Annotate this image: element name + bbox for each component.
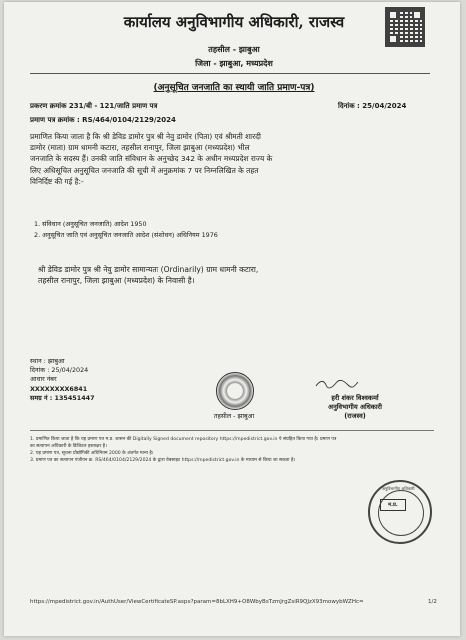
seal-ring-text: अनुविभागीय अधिकारी	[382, 486, 415, 491]
para1-line: लिए अधिसूचित अनुसूचित जनजाति की सूची में अनुक्रमांक 7 पर निम्नलिखित के तहत	[30, 165, 259, 175]
certificate-paragraph-1	[30, 131, 440, 187]
header-divider	[30, 73, 430, 74]
signatory-block	[300, 394, 410, 422]
issue-details	[30, 357, 95, 403]
samagra-number: समग्र नं : 135451447	[30, 393, 95, 402]
certificate-paragraph-2	[38, 264, 438, 286]
case-number: प्रकरण क्रमांक 231/बी - 121/जाति प्रमाण पत्र	[30, 102, 158, 110]
signatory-dept: (राजस्व)	[344, 412, 366, 421]
aadhaar-number: XXXXXXXX6841	[30, 384, 88, 393]
signatory-name: हरी शंकर विश्वकर्मा	[331, 394, 379, 402]
certificate-page	[4, 2, 460, 636]
signatory-designation: अनुविभागीय अधिकारी	[328, 403, 382, 412]
footnote-line: का सत्यापन अधिकारी के डिजिटल हस्ताक्षर है।	[30, 444, 107, 449]
para2-line: श्री डेविड डामोर पुत्र श्री नेवु डामोर सामान्यतः (Ordinarily) ग्राम धामनी कटारा,	[38, 265, 259, 274]
office-title: कार्यालय अनुविभागीय अधिकारी, राजस्व	[123, 13, 345, 31]
tehsil-heading: तहसील - झाबुआ	[208, 45, 260, 54]
seal-box-text: म.प्र.	[380, 499, 406, 511]
signature-icon	[314, 378, 360, 390]
page-number: 1/2	[428, 599, 437, 605]
list-item: 1. संविधान (अनुसूचित जनजाति) आदेश 1950	[34, 220, 147, 228]
footnote-line: 2. यह प्रमाण पत्र, सूचना प्रौद्योगिकी अधिनियम 2000 के अंतर्गत मान्य है।	[30, 451, 154, 456]
para1-line: विनिर्दिष्ट की गई है:-	[30, 176, 84, 186]
place: स्थान : झाबुआ	[30, 357, 65, 365]
page-url: https://mpedistrict.gov.in/AuthUser/ViewCertificateSP.aspx?param=8bLXH9+O8WbyBsTzmJrgZsiR9QJzX93mowybWZHc=	[30, 599, 364, 605]
para1-line: जनजाति के सदस्य हैं। उनकी जाति संविधान के अनुच्छेद 342 के अधीन मध्यप्रदेश राज्य के	[30, 154, 273, 164]
footer-date: दिनांक : 25/04/2024	[30, 366, 89, 375]
aadhaar-label: आधार नंबर	[30, 375, 57, 384]
district-heading: जिला - झाबुआ, मध्यप्रदेश	[195, 59, 273, 68]
order-list	[34, 219, 434, 241]
document-title: (अनुसूचित जनजाति का स्थायी जाति प्रमाण-पत्र)	[153, 83, 315, 93]
para1-line: डामोर (माता) ग्राम धामनी कटारा, तहसील रानापुर, जिला झाबुआ (मध्यप्रदेश) भील	[30, 143, 250, 153]
footnotes	[30, 436, 434, 464]
para1-line: प्रमाणित किया जाता है कि श्री डेविड डामोर पुत्र श्री नेवु डामोर (पिता) एवं श्रीमती शारदी	[30, 132, 261, 141]
footnote-divider	[30, 430, 434, 431]
issue-date: दिनांक : 25/04/2024	[338, 102, 407, 110]
footer-tehsil: तहसील - झाबुआ	[213, 412, 255, 420]
para2-line: तहसील रानापुर, जिला झाबुआ (मध्यप्रदेश) के निवासी है।	[38, 276, 195, 286]
qr-code-icon	[385, 7, 425, 47]
certificate-number: प्रमाण पत्र क्रमांक : RS/464/0104/2129/2024	[30, 116, 176, 124]
footnote-line: 3. प्रमाण पत्र का सत्यापन पंजीयन क्र. RS/464/0104/2129/2024 के द्वारा वेबसाइट https://mpedistrict.gov.in के माध्यम से किया जा सकता है।	[30, 458, 296, 463]
official-seal-icon	[368, 480, 432, 544]
footnote-line: 1. प्रमाणित किया जाता है कि यह प्रमाण पत्र म.प्र. शासन की Digitally Signed document repository https://mpedistrict.gov.in पे संग्रहित किया गया है। प्रमाण पत्र	[30, 437, 337, 442]
state-emblem-icon	[216, 372, 254, 410]
list-item: 2. अनुसूचित जाति एवं अनुसूचित जनजाति आदेश (संशोधन) अधिनियम 1976	[34, 231, 218, 240]
